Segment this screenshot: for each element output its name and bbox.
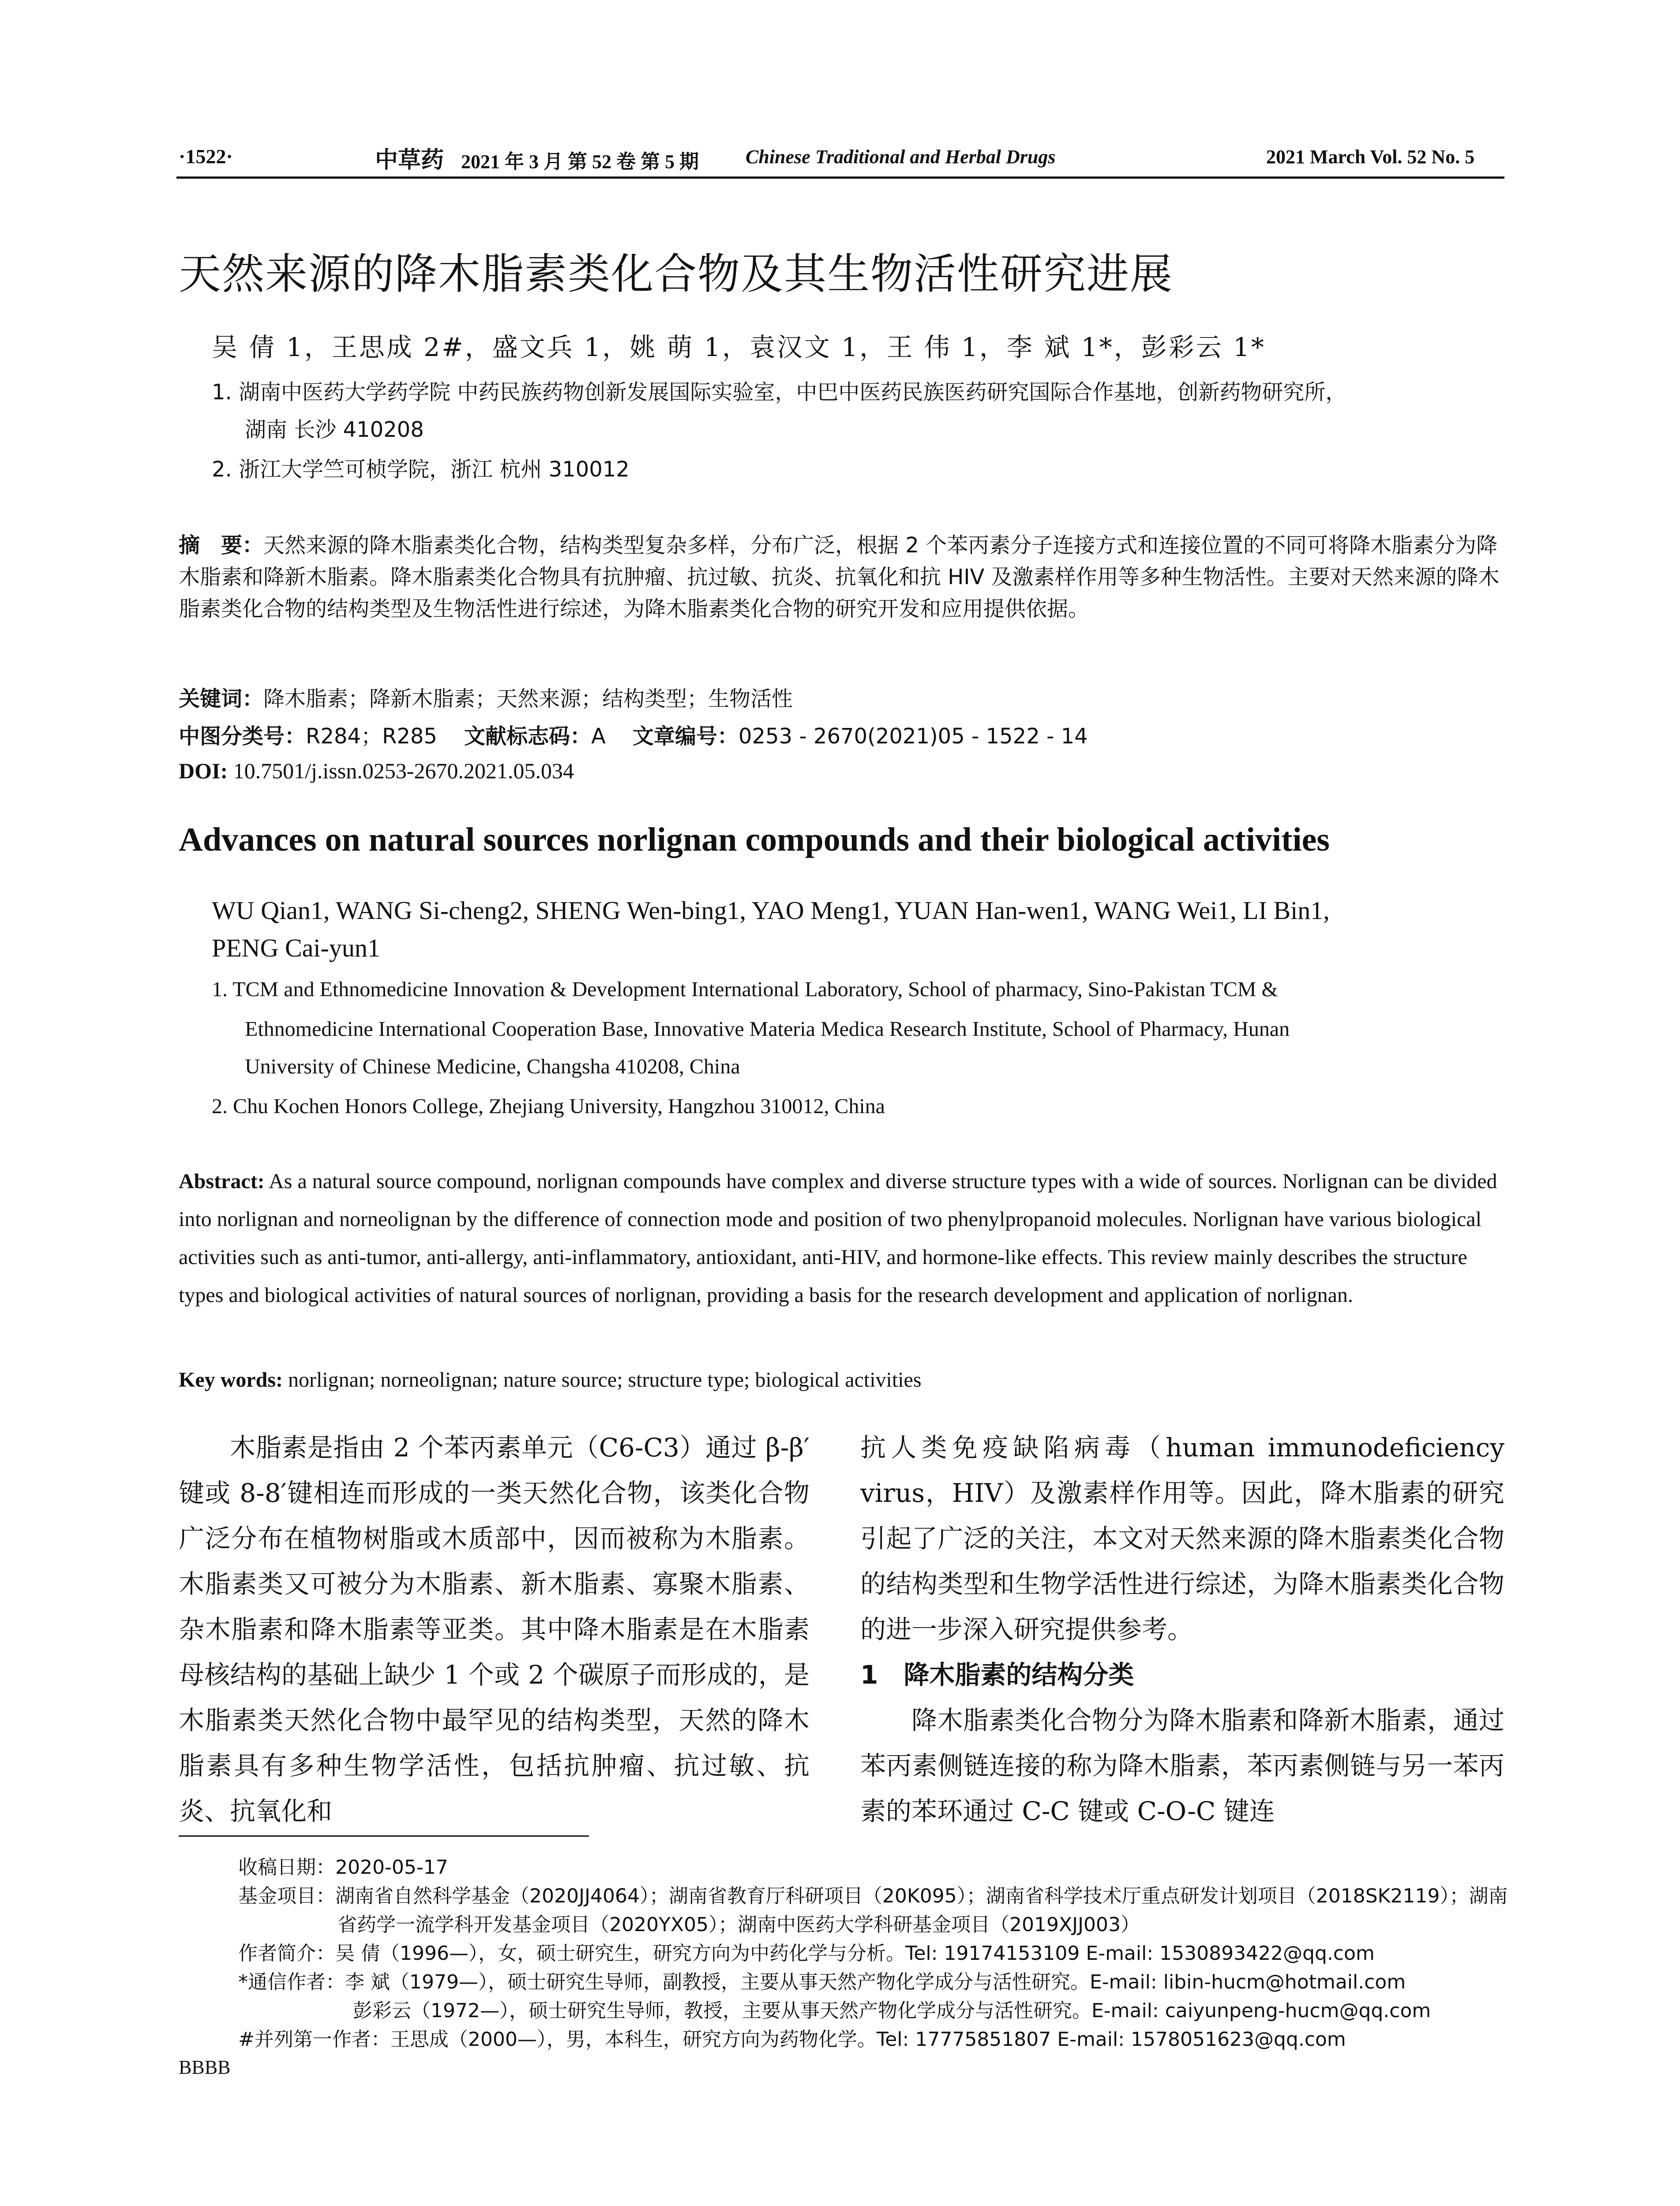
doi-value[interactable]: 10.7501/j.issn.0253-2670.2021.05.034: [233, 758, 574, 783]
affiliation-en-1-cont: Ethnomedicine International Cooperation Base, Innovative Materia Medica Research Institute, School of Pharmacy, Hunan: [245, 1017, 1290, 1041]
body-paragraph: 木脂素是指由 2 个苯丙素单元（C6-C3）通过 β-β′键或 8-8′键相连而形成的一类天然化合物，该类化合物广泛分布在植物树脂或木质部中，因而被称为木脂素。木脂素类又可被分为木脂素、新木脂素、寡聚木脂素、杂木脂素和降木脂素等亚类。其中降木脂素是在木脂素母核结构的基础上缺少 1 个或 2 个碳原子而形成的，是木脂素类天然化合物中最罕见的结构类型，天然的降木脂素具有多种生物学活性，包括抗肿瘤、抗过敏、抗炎、抗氧化和: [179, 1433, 810, 1826]
abstract-en-label: Abstract:: [179, 1170, 265, 1193]
journal-name-cn: 中草药: [375, 146, 444, 173]
footnote-author-bio: 作者简介：吴 倩（1996—），女，硕士研究生，研究方向为中药化学与分析。Tel: 19174153109 E-mail: 1530893422@qq.com: [238, 1942, 1375, 1965]
keywords-cn-text: 降木脂素；降新木脂素；天然来源；结构类型；生物活性: [263, 687, 793, 711]
article-title-cn: 天然来源的降木脂素类化合物及其生物活性研究进展: [179, 249, 1173, 299]
abstract-cn: [179, 529, 1507, 625]
keywords-cn-label: 关键词：: [179, 687, 264, 711]
doi-line: [179, 758, 574, 784]
keywords-en: [179, 1361, 922, 1399]
journal-issue-cn: 2021 年 3 月 第 52 卷 第 5 期: [461, 151, 699, 173]
article-no-value: 0253 - 2670(2021)05 - 1522 - 14: [738, 724, 1088, 749]
keywords-en-label: Key words:: [179, 1368, 283, 1392]
article-title-en: Advances on natural sources norlignan compounds and their biological activities: [179, 821, 1330, 858]
abstract-en-text: As a natural source compound, norlignan compounds have complex and diverse structure types with a wide of sources. Norlignan can be divided into norlignan and norneolignan by the difference of connection mode and position of two phenylpropanoid molecules. Norlignan have various biological activities such as anti-tumor, anti-allergy, anti-inflammatory, antioxidant, anti-HIV, and hormone-like effects. This review mainly describes the structure types and biological activities of natural sources of norlignan, providing a basis for the research development and application of norlignan.: [179, 1170, 1497, 1307]
journal-issue-en: 2021 March Vol. 52 No. 5: [1266, 146, 1475, 168]
clc-value: R284；R285: [306, 724, 437, 749]
journal-name-en: Chinese Traditional and Herbal Drugs: [746, 146, 1056, 168]
footnote-funding-cont: 省药学一流学科开发基金项目（2020YX05）；湖南中医药大学科研基金项目（2019XJJ003）: [338, 1913, 1140, 1936]
affiliation-cn-2: 2. 浙江大学竺可桢学院，浙江 杭州 310012: [212, 457, 630, 482]
page-number: ·1522·: [179, 145, 233, 168]
authors-cn: 吴 倩 1，王思成 2#，盛文兵 1，姚 萌 1，袁汉文 1，王 伟 1，李 斌 1*，彭彩云 1*: [212, 332, 1266, 362]
body-paragraph: 降木脂素类化合物分为降木脂素和降新木脂素，通过苯丙素侧链连接的称为降木脂素，苯丙素侧链与另一苯丙素的苯环通过 C-C 键或 C-O-C 键连: [860, 1705, 1504, 1826]
body-column-right: [860, 1425, 1504, 1834]
affiliation-en-2: 2. Chu Kochen Honors College, Zhejiang University, Hangzhou 310012, China: [212, 1095, 885, 1118]
footnote-rule: [179, 1835, 589, 1837]
abstract-cn-text: 天然来源的降木脂素类化合物，结构类型复杂多样，分布广泛，根据 2 个苯丙素分子连接方式和连接位置的不同可将降木脂素分为降木脂素和降新木脂素。降木脂素类化合物具有抗肿瘤、抗过敏、抗炎、抗氧化和抗 HIV 及激素样作用等多种生物活性。主要对天然来源的降木脂素类化合物的结构类型及生物活性进行综述，为降木脂素类化合物的研究开发和应用提供依据。: [179, 533, 1500, 621]
section-heading: 1 降木脂素的结构分类: [860, 1660, 1134, 1690]
footnote-corresponding-1: *通信作者：李 斌（1979—），硕士研究生导师，副教授，主要从事天然产物化学成分与活性研究。E-mail: libin-hucm@hotmail.com: [238, 1971, 1406, 1993]
abstract-cn-label: 摘 要：: [179, 533, 264, 558]
doc-code-value: A: [591, 724, 606, 749]
clc-label: 中图分类号：: [179, 724, 306, 749]
doc-code-label: 文献标志码：: [464, 724, 592, 749]
footnote-corresponding-2: 彭彩云（1972—），硕士研究生导师，教授，主要从事天然产物化学成分与活性研究。E-mail: caiyunpeng-hucm@qq.com: [353, 2000, 1431, 2022]
classification-line: [179, 720, 1088, 752]
affiliation-cn-1: 1. 湖南中医药大学药学院 中药民族药物创新发展国际实验室，中巴中医药民族医药研究国际合作基地，创新药物研究所，: [212, 380, 1347, 405]
abstract-en: [179, 1163, 1507, 1314]
footnote-co-first-author: #并列第一作者：王思成（2000—），男，本科生，研究方向为药物化学。Tel: 17775851807 E-mail: 1578051623@qq.com: [238, 2028, 1346, 2051]
authors-en-line-2: PENG Cai-yun1: [212, 934, 380, 962]
stray-marks: BBBB: [179, 2056, 231, 2078]
keywords-cn: [179, 683, 793, 715]
affiliation-en-1-cont2: University of Chinese Medicine, Changsha 410208, China: [245, 1055, 740, 1078]
footnote-funding: 基金项目：湖南省自然科学基金（2020JJ4064）；湖南省教育厅科研项目（20K095）；湖南省科学技术厅重点研发计划项目（2018SK2119）；湖南: [238, 1885, 1508, 1907]
doi-label: DOI:: [179, 758, 228, 783]
body-paragraph: 抗人类免疫缺陷病毒（human immunodeficiency virus，HIV）及激素样作用等。因此，降木脂素的研究引起了广泛的关注，本文对天然来源的降木脂素类化合物的结构类型和生物学活性进行综述，为降木脂素类化合物的进一步深入研究提供参考。: [860, 1433, 1504, 1644]
header-rule: [176, 176, 1504, 179]
affiliation-en-1: 1. TCM and Ethnomedicine Innovation & Development International Laboratory, School of pharmacy, Sino-Pakistan TCM &: [212, 978, 1278, 1001]
article-no-label: 文章编号：: [632, 724, 739, 749]
affiliation-cn-1-cont: 湖南 长沙 410208: [245, 417, 424, 442]
footnote-received: 收稿日期：2020-05-17: [238, 1856, 448, 1879]
body-column-left: [179, 1425, 810, 1834]
keywords-en-text: norlignan; norneolignan; nature source; structure type; biological activities: [288, 1368, 922, 1392]
authors-en-line-1: WU Qian1, WANG Si-cheng2, SHENG Wen-bing1, YAO Meng1, YUAN Han-wen1, WANG Wei1, LI Bin1,: [212, 896, 1330, 925]
